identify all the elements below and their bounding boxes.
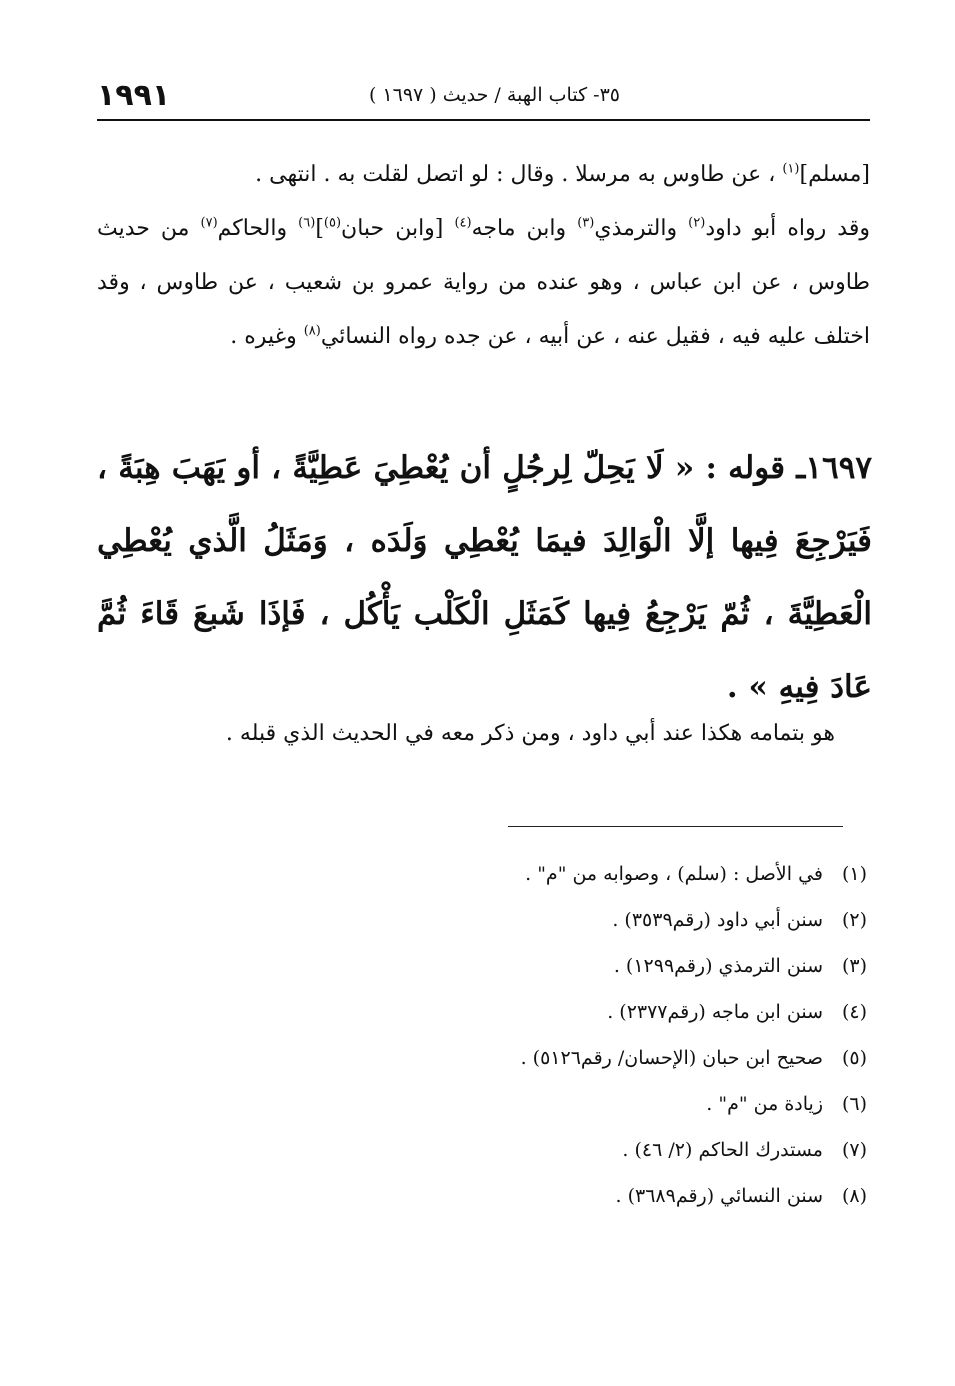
body-text-segment: ] [315,216,324,241]
running-title: ٣٥- كتاب الهبة / حديث ( ١٦٩٧ ) [368,84,620,106]
footnote-item [97,1173,867,1219]
body-text-segment: وغيره . [230,324,304,349]
footnote-item [97,851,867,897]
footnote-ref: (٥) [323,215,342,231]
footnote-number: (٨) [841,1185,867,1207]
page-header [97,78,870,118]
footnote-text: سنن أبي داود (رقم٣٥٣٩) . [612,909,823,931]
footnote-text: سنن ابن ماجه (رقم٢٣٧٧) . [607,1001,823,1023]
body-text-segment: ، عن طاوس به مرسلا . وقال : لو اتصل لقلت به . انتهى . [255,162,783,187]
footnote-item [97,897,867,943]
footnote-ref: (٢) [688,215,706,231]
footnote-ref: (٨) [303,323,321,339]
footnote-number: (٦) [841,1093,867,1115]
footnote-text: زيادة من "م" . [706,1093,823,1115]
body-text-segment: [مسلم] [799,162,870,187]
commentary-text: هو بتمامه هكذا عند أبي داود ، ومن ذكر معه في الحديث الذي قبله . [225,721,835,746]
body-paragraph [97,148,870,364]
footnote-number: (١) [841,863,867,885]
footnote-text: في الأصل : (سلم) ، وصوابه من "م" . [525,863,823,885]
footnote-number: (٤) [841,1001,867,1023]
footnote-number: (٢) [841,909,867,931]
footnote-number: (٣) [841,955,867,977]
footnote-ref: (٤) [454,215,472,231]
footnote-item [97,943,867,989]
footnote-ref: (١) [782,161,800,177]
body-text-segment: وقد رواه أبو داود [705,216,870,241]
page-number: ١٩٩١ [97,78,171,113]
footnote-text: سنن النسائي (رقم٣٦٨٩) . [615,1185,823,1207]
footnote-ref: (٣) [577,215,595,231]
footnote-ref: (٧) [200,215,218,231]
body-text-segment: من حديث طاوس ، عن ابن عباس ، وهو عنده من رواية عمرو بن شعيب ، عن طاوس ، وقد اختلف عليه فيه ، فقيل عنه ، عن أبيه ، عن جده رواه النسائي [97,216,870,349]
footnote-item [97,989,867,1035]
footnote-item [97,1127,867,1173]
footnote-text: سنن الترمذي (رقم١٢٩٩) . [613,955,823,977]
footnote-text: صحيح ابن حبان (الإحسان/ رقم٥١٢٦) . [520,1047,823,1069]
footnote-item [97,1035,867,1081]
hadith-block [97,432,872,724]
footnote-item [97,1081,867,1127]
footnotes-list [97,851,867,1219]
body-text-segment: [وابن حبان [341,216,455,241]
commentary [120,712,835,756]
header-rule [97,119,870,121]
body-line [97,202,870,364]
body-line [97,148,870,202]
body-text-segment: والحاكم [217,216,299,241]
hadith-text: ١٦٩٧ـ قوله : « لَا يَحِلّ لِرجُلٍ أن يُعْطِيَ عَطِيَّةً ، أو يَهَبَ هِبَةً ، فَيَرْجِعَ فِيها إلَّا الْوَالِدَ فيمَا يُعْطِي وَلَدَه ، وَمَثَلُ الَّذي يُعْطِي الْعَطِيَّةَ ، ثُمّ يَرْجِعُ فِيها كَمَثَلِ الْكَلْب يَأْكُل ، فَإذَا شَبعَ قَاءَ ثُمَّ عَادَ فِيهِ » . [97,450,872,705]
body-text-segment: وابن ماجه [471,216,578,241]
footnote-ref: (٦) [298,215,316,231]
footnote-number: (٧) [841,1139,867,1161]
footnote-separator [508,826,843,827]
body-text-segment: والترمذي [594,216,689,241]
footnote-number: (٥) [841,1047,867,1069]
footnote-text: مستدرك الحاكم (٢/ ٤٦) . [622,1139,823,1161]
